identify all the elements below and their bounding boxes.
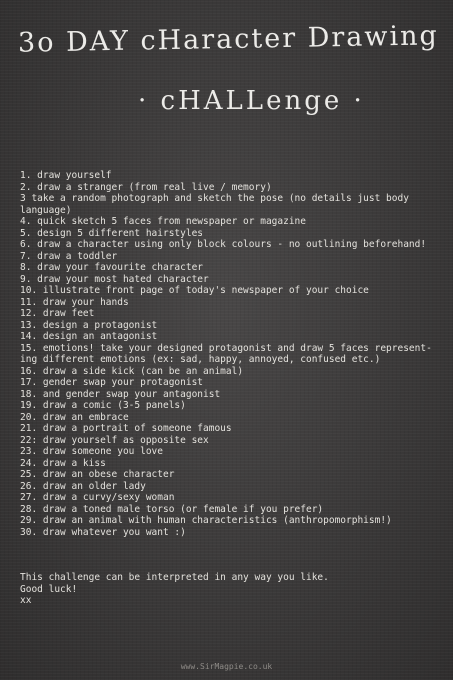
list-item: 25. draw an obese character: [20, 469, 175, 480]
list-item: 16. draw a side kick (can be an animal): [20, 365, 244, 377]
list-item: 9. draw your most hated character: [20, 273, 209, 285]
list-item: 2. draw a stranger (from real live / memory): [20, 181, 272, 193]
list-item: 23. draw someone you love: [20, 446, 163, 457]
list-item: 1. draw yourself: [20, 170, 112, 181]
list-item: 30. draw whatever you want :): [20, 526, 186, 538]
challenge-list: [20, 170, 442, 538]
list-item: 5. design 5 different hairstyles: [20, 227, 204, 239]
list-item: 15. emotions! take your designed protagonist and draw 5 faces represent-ing different emotions (ex: sad, happy, annoyed, confused etc.): [20, 342, 432, 365]
outro-signoff: xx: [20, 595, 32, 606]
title-main: 3o DAY cHaracter Drawing: [17, 20, 440, 59]
list-item: 4. quick sketch 5 faces from newspaper or magazine: [20, 216, 306, 227]
list-item: 6. draw a character using only block colours - no outlining beforehand!: [20, 239, 427, 250]
list-item: 17. gender swap your protagonist: [20, 377, 204, 388]
list-item: 27. draw a curvy/sexy woman: [20, 492, 175, 503]
outro-line: This challenge can be interpreted in any way you like.: [20, 572, 329, 583]
list-item: 24. draw a kiss: [20, 457, 106, 469]
outro-line: Good luck!: [20, 583, 78, 595]
list-item: 10. illustrate front page of today's newspaper of your choice: [20, 285, 369, 296]
list-item: 13. design a protagonist: [20, 319, 158, 331]
list-item: 21. draw a portrait of someone famous: [20, 423, 232, 434]
list-item: 12. draw feet: [20, 308, 95, 319]
footer-website: www.SirMagpie.co.uk: [180, 662, 273, 671]
title-sub: · cHALLenge ·: [138, 86, 365, 116]
list-item: 11. draw your hands: [20, 296, 129, 308]
outro-text: [20, 572, 440, 607]
list-item: 14. design an antagonist: [20, 331, 158, 342]
list-item: 29. draw an animal with human characteristics (anthropomorphism!): [20, 515, 392, 526]
list-item: 19. draw a comic (3-5 panels): [20, 400, 186, 411]
list-item: 26. draw an older lady: [20, 480, 146, 492]
list-item: 8. draw your favourite character: [20, 262, 204, 273]
list-item: 7. draw a toddler: [20, 250, 118, 262]
list-item: 20. draw an embrace: [20, 411, 129, 423]
list-item: 18. and gender swap your antagonist: [20, 388, 221, 400]
list-item: 22: draw yourself as opposite sex: [20, 434, 209, 446]
list-item: 3 take a random photograph and sketch the pose (no details just body language): [20, 193, 409, 216]
list-item: 28. draw a toned male torso (or female if you prefer): [20, 503, 324, 515]
